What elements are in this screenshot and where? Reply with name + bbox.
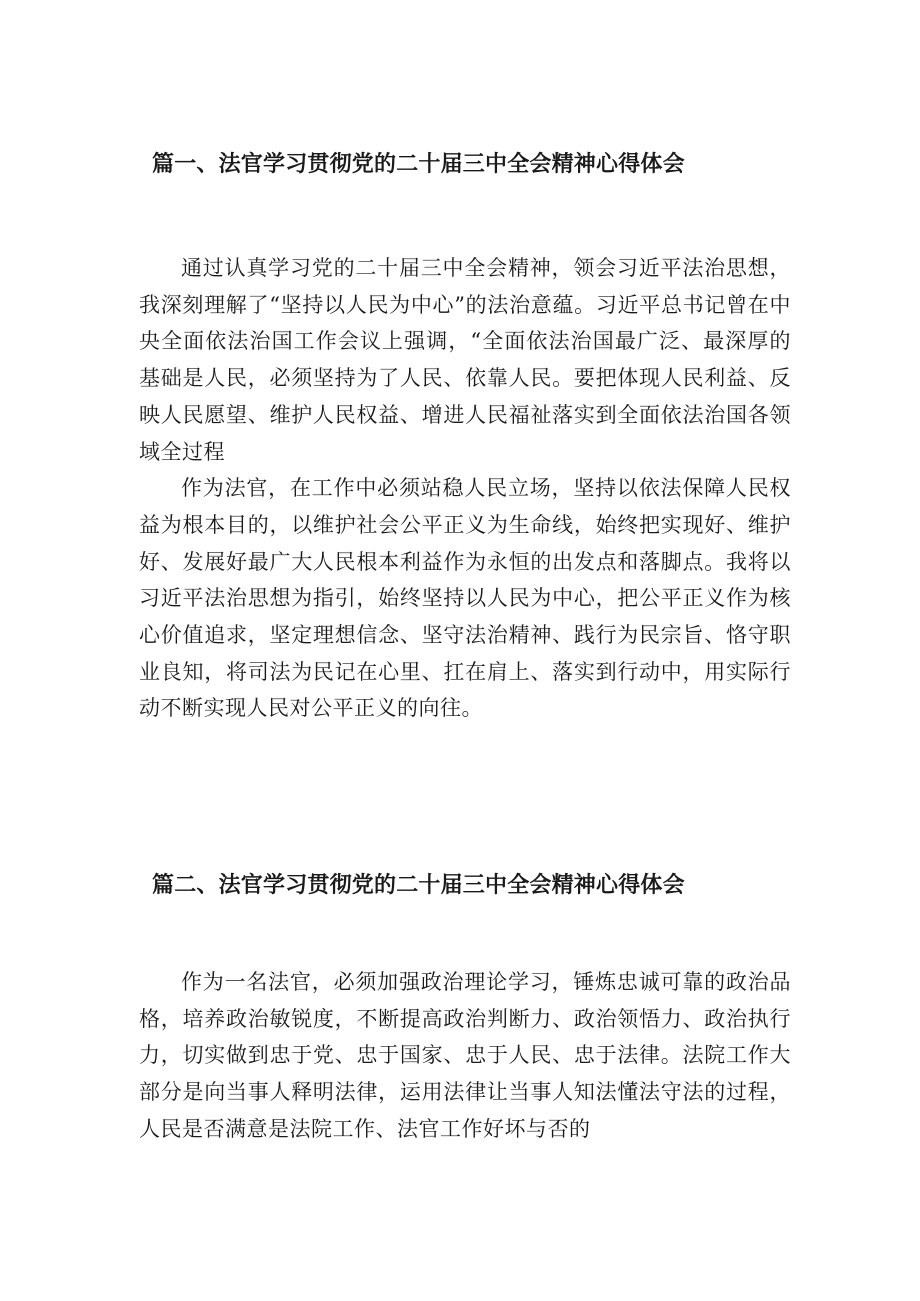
section-1-paragraph-1: 通过认真学习党的二十届三中全会精神，领会习近平法治思想，我深刻理解了“坚持以人民为中心”的法治意蕴。习近平总书记曾在中央全面依法治国工作会议上强调，“全面依法治国最广泛、最深厚的基础是人民，必须坚持为了人民、依靠人民。要把体现人民利益、反映人民愿望、维护人民权益、增进人民福祉落实到全面依法治国各领域全过程 xyxy=(139,256,791,464)
section-2-title: 篇二、法官学习贯彻党的二十届三中全会精神心得体会 xyxy=(152,873,685,898)
section-1-body xyxy=(139,250,791,727)
section-1-title: 篇一、法官学习贯彻党的二十届三中全会精神心得体会 xyxy=(152,152,685,177)
section-1-paragraph-2: 作为法官，在工作中必须站稳人民立场，坚持以依法保障人民权益为根本目的，以维护社会公平正义为生命线，始终把实现好、维护好、发展好最广大人民根本利益作为永恒的出发点和落脚点。我将以习近平法治思想为指引，始终坚持以人民为中心，把公平正义作为核心价值追求，坚定理想信念、坚守法治精神、践行为民宗旨、恪守职业良知，将司法为民记在心里、扛在肩上、落实到行动中，用实际行动不断实现人民对公平正义的向往。 xyxy=(139,476,791,721)
section-2-body xyxy=(139,964,791,1148)
section-2-paragraph-1: 作为一名法官，必须加强政治理论学习，锤炼忠诚可靠的政治品格，培养政治敏锐度，不断提高政治判断力、政治领悟力、政治执行力，切实做到忠于党、忠于国家、忠于人民、忠于法律。法院工作大部分是向当事人释明法律，运用法律让当事人知法懂法守法的过程，人民是否满意是法院工作、法官工作好坏与否的 xyxy=(139,970,791,1141)
